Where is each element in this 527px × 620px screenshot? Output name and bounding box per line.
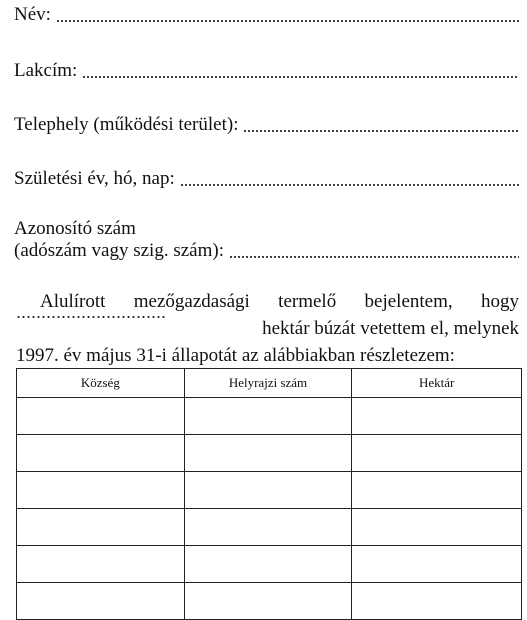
birth-date-label: Születési év, hó, nap: — [14, 168, 175, 189]
table-header-row — [17, 369, 522, 398]
site-field[interactable] — [14, 114, 519, 136]
birth-date-dotted-line[interactable] — [180, 183, 519, 187]
table-cell[interactable] — [352, 509, 522, 546]
declaration-line-2: hektár búzát vetettem el, melynek — [16, 315, 519, 342]
address-dotted-line[interactable] — [82, 75, 519, 79]
address-field[interactable] — [14, 60, 519, 82]
name-dotted-line[interactable] — [56, 19, 519, 23]
id-number-field[interactable] — [14, 218, 519, 262]
table-row — [17, 472, 522, 509]
table-cell[interactable] — [184, 583, 352, 620]
table-cell[interactable] — [17, 583, 185, 620]
table-cell[interactable] — [17, 546, 185, 583]
table-cell[interactable] — [17, 472, 185, 509]
table-cell[interactable] — [17, 435, 185, 472]
parcel-table — [16, 368, 522, 620]
birth-date-field[interactable] — [14, 168, 519, 190]
table-row — [17, 435, 522, 472]
header-helyrajzi-szam: Helyrajzi szám — [184, 369, 352, 398]
header-hektar: Hektár — [352, 369, 522, 398]
table-cell[interactable] — [17, 398, 185, 435]
table-row — [17, 546, 522, 583]
table-cell[interactable] — [184, 546, 352, 583]
name-field[interactable] — [14, 4, 519, 26]
id-number-label-line2: (adószám vagy szig. szám): — [14, 240, 224, 261]
table-cell[interactable] — [184, 398, 352, 435]
table-cell[interactable] — [17, 509, 185, 546]
table-cell[interactable] — [352, 583, 522, 620]
table-cell[interactable] — [352, 435, 522, 472]
table-cell[interactable] — [184, 472, 352, 509]
table-row — [17, 398, 522, 435]
table-row — [17, 509, 522, 546]
header-kozseg: Község — [17, 369, 185, 398]
declaration-paragraph — [16, 288, 519, 369]
declaration-line-3: 1997. év május 31-i állapotát az alábbiakban részletezem: — [16, 345, 455, 366]
id-number-dotted-line[interactable] — [229, 255, 519, 259]
declaration-line-1: Alulírott mezőgazdasági termelő bejelentem, hogy — [40, 291, 519, 312]
table-row — [17, 583, 522, 620]
site-dotted-line[interactable] — [243, 129, 519, 133]
table-cell[interactable] — [352, 472, 522, 509]
table-cell[interactable] — [184, 435, 352, 472]
id-number-label-line1: Azonosító szám — [14, 218, 136, 239]
table-cell[interactable] — [184, 509, 352, 546]
table-cell[interactable] — [352, 546, 522, 583]
table-cell[interactable] — [352, 398, 522, 435]
site-label: Telephely (működési terület): — [14, 114, 239, 135]
hectare-dotted-blank[interactable] — [16, 315, 166, 319]
address-label: Lakcím: — [14, 60, 78, 81]
name-label: Név: — [14, 4, 51, 25]
